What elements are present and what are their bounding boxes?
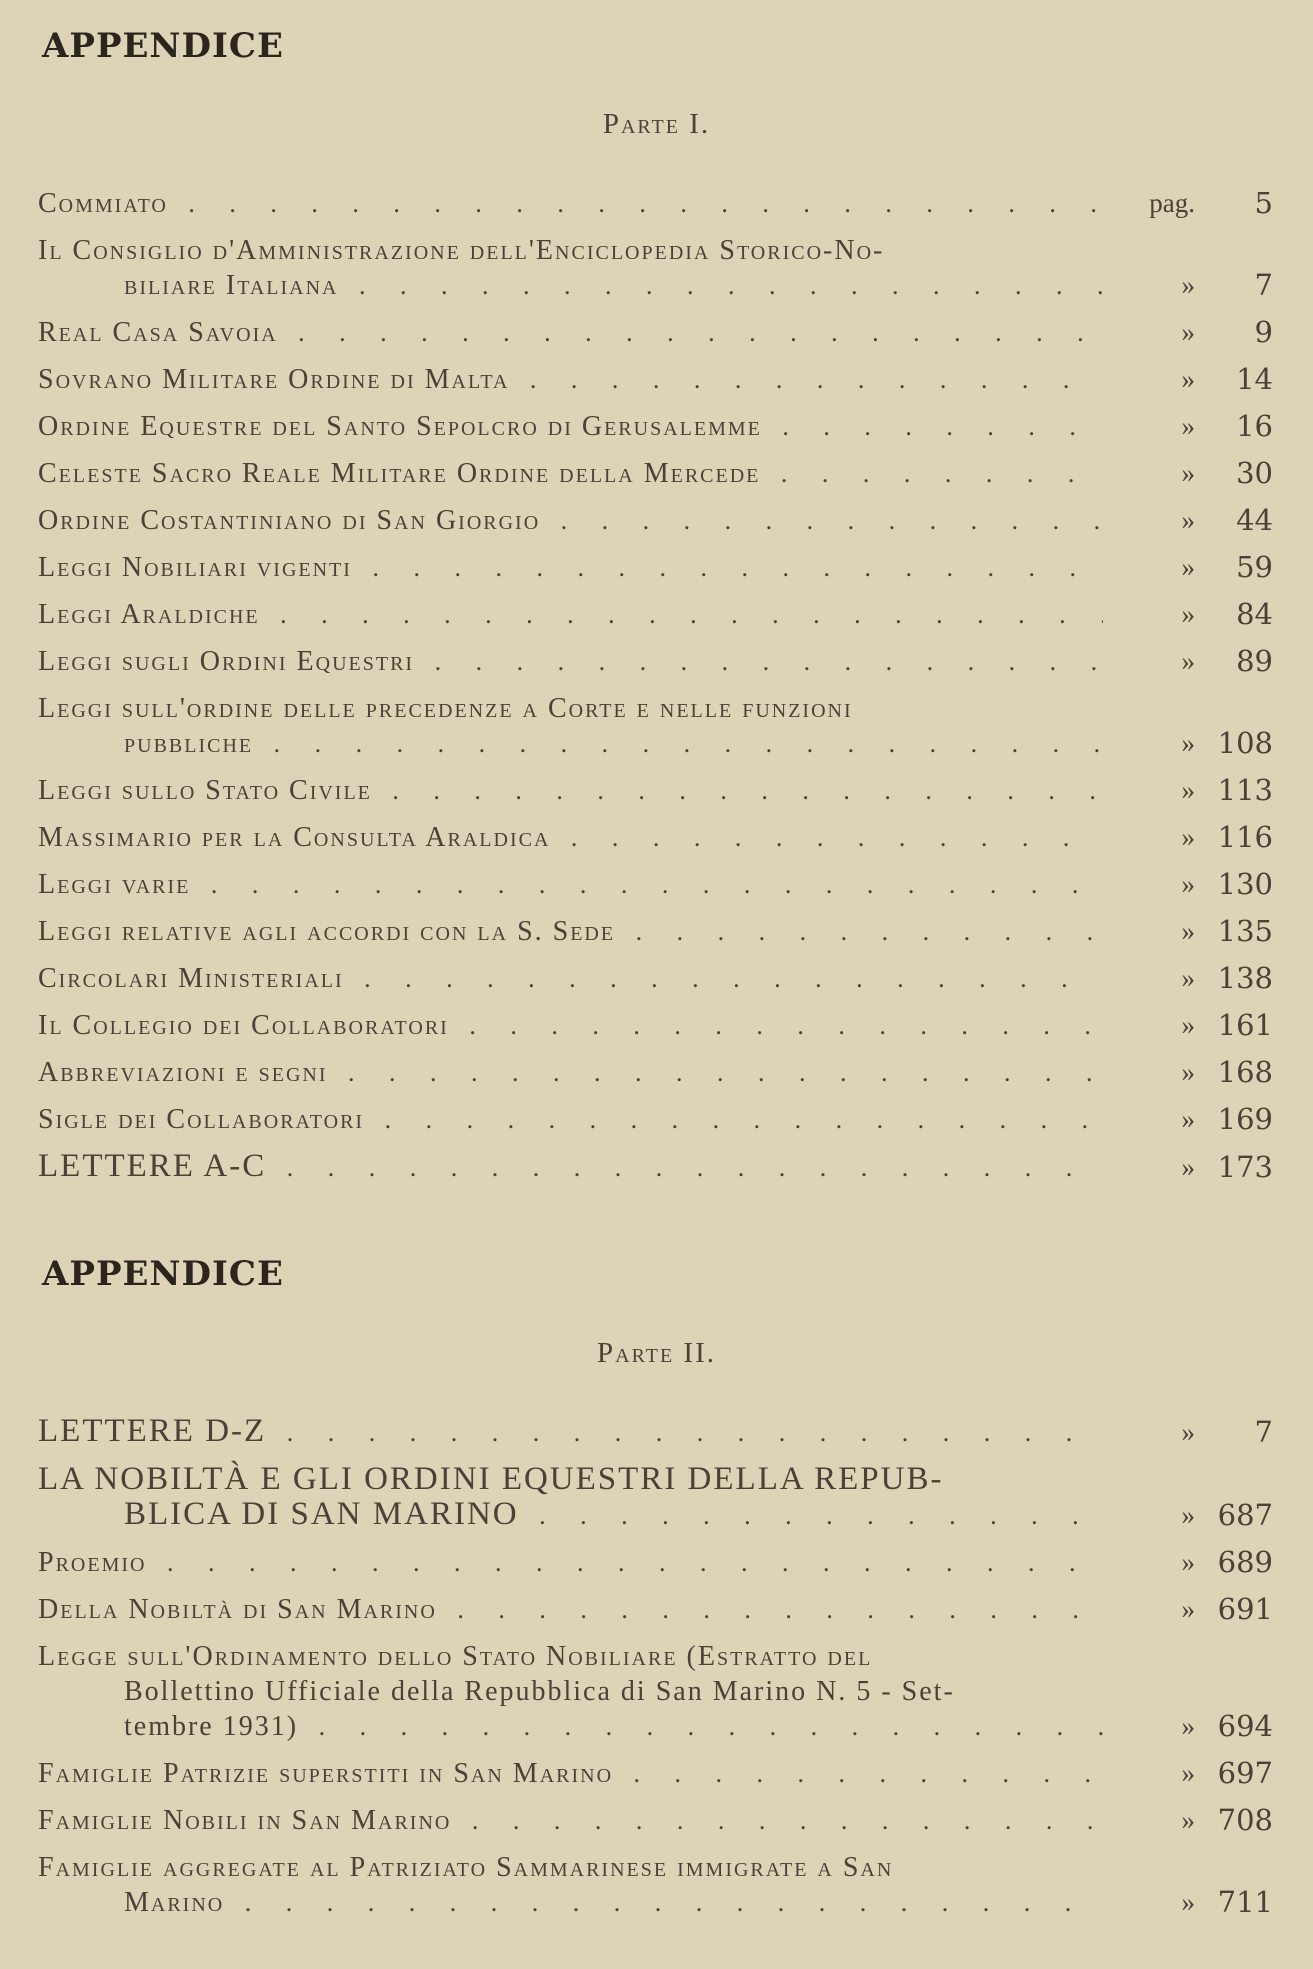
toc-entry [38,1803,1273,1838]
toc-entry-title-line: Sovrano Militare Ordine di Malta . . [38,362,1103,397]
toc-entry [38,1756,1273,1791]
toc-entry-title-line: Il Collegio dei Collaboratori . . [38,1008,1103,1043]
toc-entry-title-line: biliare Italiana . . [38,268,1103,303]
toc-entry-title-line: Della Nobiltà di San Marino . . [38,1592,1103,1627]
toc-entry [38,691,1273,761]
page-number: 30 [1236,456,1273,490]
page-marker: » [1181,1057,1195,1087]
page-number: 9 [1254,315,1273,349]
toc-entry [38,409,1273,444]
toc-entry-title-line: LETTERE D-Z . . [38,1414,1103,1450]
page-marker: » [1181,1417,1195,1447]
page-number: 5 [1254,186,1273,220]
page-marker: » [1181,458,1195,488]
page-marker: » [1181,1500,1195,1530]
appendice-heading-part-2: APPENDICE [42,1254,284,1294]
page-marker: » [1181,963,1195,993]
page-number: 138 [1217,961,1273,995]
toc-entry-title-line: LETTERE A-C . . [38,1149,1103,1185]
page-number: 108 [1217,726,1273,760]
toc-entry-title-line: BLICA DI SAN MARINO . . [38,1497,1103,1533]
toc-entry [38,186,1273,221]
page-number: 687 [1217,1498,1273,1532]
page-marker: » [1181,869,1195,899]
toc-entry-title-line: Massimario per la Consulta Araldica . . [38,820,1103,855]
page-marker: » [1181,1547,1195,1577]
toc-part-2 [38,1414,1273,1932]
toc-entry-title-line: Leggi relative agli accordi con la S. Sede . . [38,914,1103,949]
page-number: 16 [1236,409,1273,443]
toc-entry [38,644,1273,679]
page-number: 130 [1217,867,1273,901]
page-marker: » [1181,364,1195,394]
page-number: 14 [1236,362,1273,396]
toc-entry-title-line: Leggi sullo Stato Civile . . [38,773,1103,808]
page-marker: » [1181,1104,1195,1134]
page-number: 173 [1217,1150,1273,1184]
page-number: 691 [1217,1592,1273,1626]
page-marker: » [1181,1711,1195,1741]
toc-entry [38,315,1273,350]
toc-entry-title-line: Commiato . . [38,186,1103,221]
toc-entry [38,867,1273,902]
toc-entry [38,456,1273,491]
page-marker: » [1181,1010,1195,1040]
toc-entry-title-line: Sigle dei Collaboratori . . [38,1102,1103,1137]
toc-entry [38,961,1273,996]
toc-entry [38,1545,1273,1580]
toc-part-1 [38,186,1273,1197]
toc-entry [38,362,1273,397]
toc-entry [38,1639,1273,1744]
part-2-title: Parte II. [597,1337,716,1369]
page-marker: » [1181,505,1195,535]
page-number: 711 [1217,1885,1273,1919]
toc-entry [38,550,1273,585]
toc-entry-title-line: Leggi sull'ordine delle precedenze a Corte e nelle funzioni [38,693,853,724]
toc-entry-title-line: Ordine Equestre del Santo Sepolcro di Gerusalemme . . [38,409,1103,444]
toc-entry-title-line: tembre 1931) . . [38,1709,1103,1744]
page-marker: » [1181,1758,1195,1788]
toc-entry [38,597,1273,632]
toc-entry [38,1462,1273,1533]
page-number: 168 [1217,1055,1273,1089]
toc-entry-title-line: Leggi varie . . [38,867,1103,902]
toc-entry-title-line: Legge sull'Ordinamento dello Stato Nobiliare (Estratto del [38,1641,873,1672]
page-marker: » [1181,1594,1195,1624]
toc-entry [38,1850,1273,1920]
toc-entry-title-line: Abbreviazioni e segni . . [38,1055,1103,1090]
page-marker: » [1181,317,1195,347]
toc-entry-title-line: Il Consiglio d'Amministrazione dell'Enciclopedia Storico-No- [38,235,885,266]
toc-entry [38,1414,1273,1450]
page-number: 7 [1254,268,1273,302]
page-marker: » [1181,270,1195,300]
toc-entry-title-line: Marino . . [38,1885,1103,1920]
toc-entry-title-line: Leggi Araldiche . . [38,597,1103,632]
page-number: 135 [1217,914,1273,948]
toc-entry-title-line: Real Casa Savoia . . [38,315,1103,350]
toc-entry [38,1592,1273,1627]
toc-entry [38,820,1273,855]
page-number: 161 [1217,1008,1273,1042]
toc-entry-title-line: LA NOBILTÀ E GLI ORDINI EQUESTRI DELLA REPUB- [38,1461,944,1497]
page-marker: » [1181,1887,1195,1917]
toc-entry [38,1008,1273,1043]
toc-entry [38,1102,1273,1137]
toc-entry-title-line: Famiglie Patrizie superstiti in San Marino . . [38,1756,1103,1791]
page-number: 689 [1217,1545,1273,1579]
page-number: 7 [1254,1415,1273,1449]
page-marker: » [1181,552,1195,582]
page-number: 169 [1217,1102,1273,1136]
page-marker: » [1181,411,1195,441]
page-number: 89 [1236,644,1273,678]
page-marker: » [1181,728,1195,758]
part-1-title: Parte I. [602,108,711,140]
toc-entry [38,233,1273,303]
page-number: 84 [1236,597,1273,631]
toc-entry-title-line: Proemio . . [38,1545,1103,1580]
page-marker: » [1181,1152,1195,1182]
page-marker: » [1181,1805,1195,1835]
toc-entry-title-line: Famiglie Nobili in San Marino . . [38,1803,1103,1838]
page-marker: » [1181,775,1195,805]
page-number: 697 [1217,1756,1273,1790]
page-number: 113 [1217,773,1273,807]
toc-entry-title-line: Celeste Sacro Reale Militare Ordine della Mercede . . [38,456,1103,491]
toc-entry [38,1149,1273,1185]
page-number: 59 [1236,550,1273,584]
toc-entry-title-line: pubbliche . . [38,726,1103,761]
toc-entry [38,1055,1273,1090]
page-marker: pag. [1149,188,1195,218]
page-marker: » [1181,646,1195,676]
page-marker: » [1181,822,1195,852]
page-number: 708 [1217,1803,1273,1837]
toc-entry-title-line: Bollettino Ufficiale della Repubblica di San Marino N. 5 - Set- [124,1676,955,1707]
toc-entry-title-line: Ordine Costantiniano di San Giorgio . . [38,503,1103,538]
toc-entry [38,773,1273,808]
page-number: 44 [1236,503,1273,537]
page-marker: » [1181,599,1195,629]
toc-entry-title-line: Circolari Ministeriali . . [38,961,1103,996]
toc-entry-title-line: Famiglie aggregate al Patriziato Sammarinese immigrate a San [38,1852,894,1883]
toc-entry-title-line: Leggi sugli Ordini Equestri . . [38,644,1103,679]
toc-entry-title-line: Leggi Nobiliari vigenti . . [38,550,1103,585]
page-number: 694 [1217,1709,1273,1743]
toc-entry [38,503,1273,538]
appendice-heading-part-1: APPENDICE [42,26,284,66]
page-marker: » [1181,916,1195,946]
page-number: 116 [1217,820,1273,854]
toc-entry [38,914,1273,949]
